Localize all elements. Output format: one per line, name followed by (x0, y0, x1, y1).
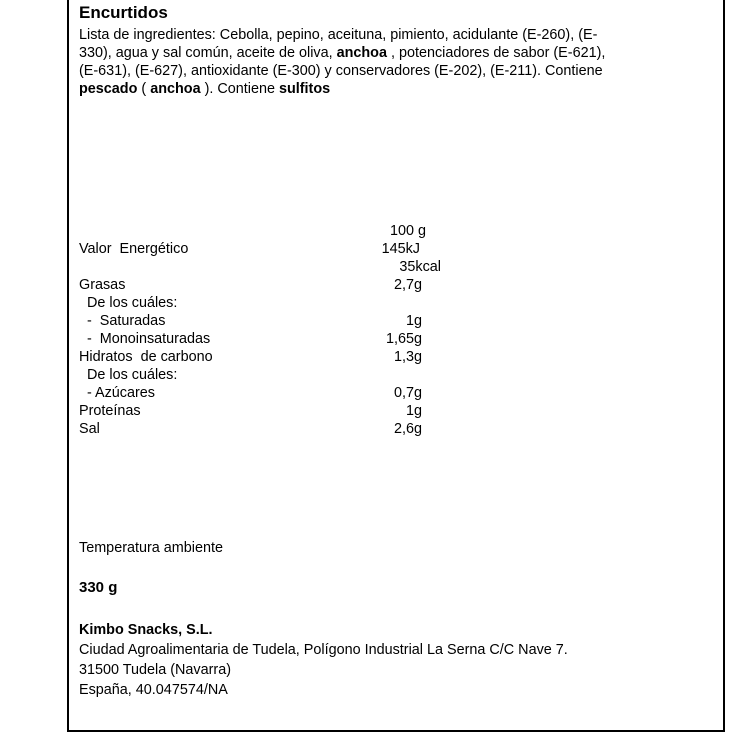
ingredients-text: Lista de ingredientes: Cebolla, pepino, aceituna, pimiento, acidulante (E-260), (E-330), agua y sal común, aceite de oliva, (79, 27, 598, 61)
allergen-anchoa: anchoa (336, 45, 387, 61)
company-address-line: Ciudad Agroalimentaria de Tudela, Polígono Industrial La Serna C/C Nave 7. (79, 642, 568, 658)
company-address-line: España, 40.047574/NA (79, 682, 228, 698)
ingredients-text: ( (137, 81, 151, 97)
nutrition-label: De los cuáles: (79, 295, 178, 311)
allergen-pescado: pescado (79, 81, 138, 97)
nutrition-label: Sal (79, 421, 100, 437)
nutrition-value: 0,7g (393, 385, 422, 401)
nutrition-header: 100 g (389, 223, 426, 239)
ingredients-text: ). Contiene (200, 81, 279, 97)
nutrition-label: - Saturadas (79, 313, 166, 329)
nutrition-label: Valor Energético (79, 241, 189, 257)
nutrition-value: 1,65g (385, 331, 422, 347)
ingredients-list (79, 26, 624, 98)
nutrition-label: De los cuáles: (79, 367, 178, 383)
allergen-sulfitos: sulfitos (278, 81, 331, 97)
storage-conditions: Temperatura ambiente (79, 540, 223, 556)
nutrition-label: - Monoinsaturadas (79, 331, 211, 347)
allergen-anchoa: anchoa (150, 81, 201, 97)
product-title: Encurtidos (79, 3, 168, 22)
nutrition-label: Proteínas (79, 403, 141, 419)
nutrition-value: 2,7g (393, 277, 422, 293)
nutrition-value: 2,6g (393, 421, 422, 437)
nutrition-value: 1,3g (393, 349, 422, 365)
nutrition-label: Grasas (79, 277, 126, 293)
nutrition-label: Hidratos de carbono (79, 349, 213, 365)
nutrition-value: 1g (405, 313, 422, 329)
nutrition-value: 35kcal (399, 259, 441, 275)
company-address-line: 31500 Tudela (Navarra) (79, 662, 231, 678)
nutrition-label: - Azúcares (79, 385, 155, 401)
nutrition-value: 145kJ (381, 241, 420, 257)
net-weight: 330 g (79, 579, 118, 596)
ingredients-text: , potenciadores de sabor (E-621), (E-631), (E-627), antioxidante (E-300) y conservadores (E-202), (E-211). Contiene (79, 45, 606, 79)
nutrition-value: 1g (405, 403, 422, 419)
company-name: Kimbo Snacks, S.L. (79, 622, 213, 638)
